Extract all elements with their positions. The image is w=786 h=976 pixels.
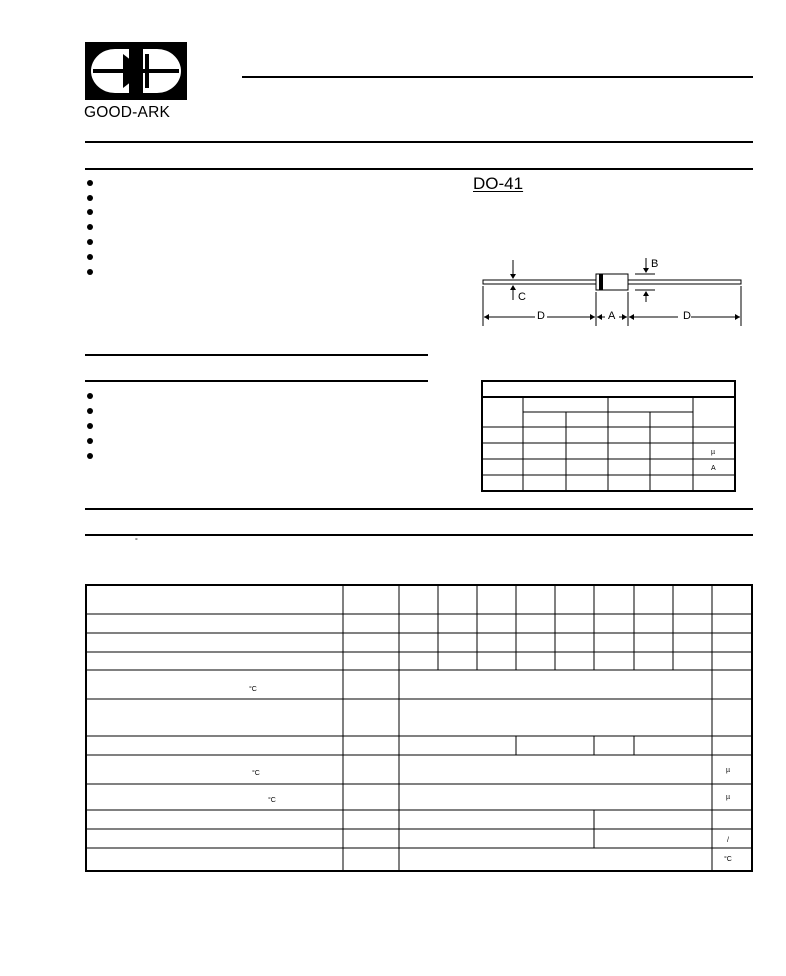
section-rule-top bbox=[85, 141, 753, 143]
table-row-mark: °C bbox=[268, 797, 276, 804]
ratings-table bbox=[85, 584, 754, 874]
table-unit-mark: °C bbox=[724, 856, 732, 863]
list-item bbox=[87, 393, 93, 399]
list-item bbox=[87, 224, 93, 230]
diode-logo-icon bbox=[85, 42, 187, 100]
table-unit-mark: µ bbox=[726, 767, 731, 774]
table-row-mark: °C bbox=[252, 770, 260, 777]
list-item bbox=[87, 423, 93, 429]
header-rule bbox=[242, 76, 753, 78]
section-rule-ratings-bottom bbox=[85, 534, 753, 536]
list-item bbox=[87, 209, 93, 215]
list-item bbox=[87, 453, 93, 459]
table-row-mark: °C bbox=[249, 686, 257, 693]
dim-label-b: B bbox=[651, 258, 659, 270]
list-item bbox=[87, 239, 93, 245]
dim-label-a: A bbox=[608, 310, 616, 322]
ratings-note-mark: ° bbox=[135, 538, 138, 545]
dimension-table bbox=[481, 380, 737, 493]
section-rule-features bbox=[85, 168, 753, 170]
table-unit-mark: µ bbox=[726, 794, 731, 801]
brand-name: GOOD-ARK bbox=[84, 104, 170, 121]
section-rule-ratings bbox=[85, 508, 753, 510]
dim-label-c: C bbox=[518, 291, 526, 303]
list-item bbox=[87, 438, 93, 444]
dim-table-mark: µ bbox=[711, 449, 716, 456]
list-item bbox=[87, 195, 93, 201]
list-item bbox=[87, 254, 93, 260]
package-title: DO-41 bbox=[473, 174, 524, 193]
table-unit-mark: / bbox=[727, 837, 729, 844]
list-item bbox=[87, 180, 93, 186]
list-item bbox=[87, 408, 93, 414]
dim-table-mark: A bbox=[711, 465, 716, 472]
section-rule-mechanical-bottom bbox=[85, 380, 428, 382]
dim-label-d-right: D bbox=[683, 310, 691, 322]
list-item bbox=[87, 269, 93, 275]
company-logo bbox=[85, 42, 187, 100]
section-rule-mechanical bbox=[85, 354, 428, 356]
dim-label-d-left: D bbox=[537, 310, 545, 322]
